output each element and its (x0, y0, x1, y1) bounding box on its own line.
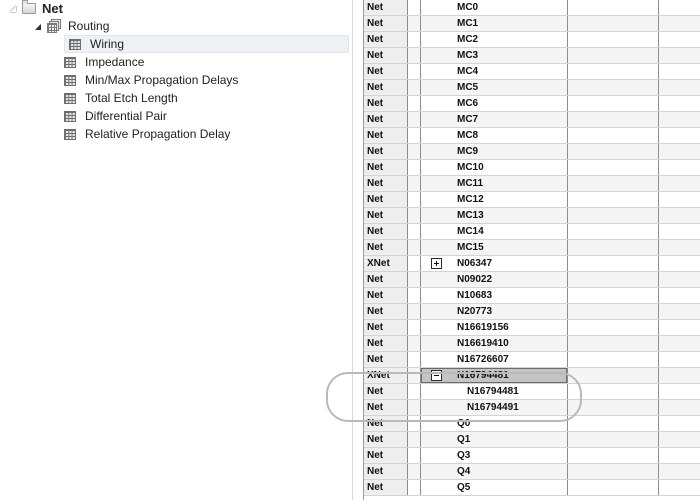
row-marker-cell[interactable] (408, 464, 421, 479)
tree-item-min-max-propagation-delays[interactable] (64, 71, 238, 89)
value-cell[interactable] (659, 144, 700, 159)
row-marker-cell[interactable] (408, 416, 421, 431)
object-type-cell: Net (364, 432, 408, 447)
net-name-text: Q4 (457, 466, 471, 477)
net-name-text: MC12 (457, 194, 484, 205)
net-name-cell[interactable] (421, 320, 568, 335)
net-name-cell[interactable] (421, 144, 568, 159)
folder-icon (22, 3, 36, 14)
value-cell[interactable] (659, 368, 700, 383)
table-row[interactable] (364, 160, 700, 176)
net-name-text: MC11 (457, 178, 484, 189)
object-type-cell: Net (364, 176, 408, 191)
row-marker-cell[interactable] (408, 320, 421, 335)
row-marker-cell[interactable] (408, 32, 421, 47)
net-name-text: N09022 (457, 274, 493, 285)
value-cell[interactable] (568, 352, 659, 367)
value-cell[interactable] (568, 16, 659, 31)
net-name-text: N16794481 (467, 386, 519, 397)
object-type-cell: Net (364, 192, 408, 207)
value-cell[interactable] (568, 240, 659, 255)
object-type-cell: Net (364, 272, 408, 287)
value-cell[interactable] (659, 384, 700, 399)
object-type-cell: Net (364, 64, 408, 79)
net-name-text: MC0 (457, 2, 479, 13)
value-cell[interactable] (659, 352, 700, 367)
net-name-cell[interactable] (421, 304, 568, 319)
row-marker-cell[interactable] (408, 384, 421, 399)
table-row[interactable] (364, 128, 700, 144)
table-row[interactable] (364, 400, 700, 416)
value-cell[interactable] (659, 48, 700, 63)
value-cell[interactable] (568, 256, 659, 271)
value-cell[interactable] (659, 256, 700, 271)
value-cell[interactable] (568, 288, 659, 303)
table-row[interactable] (364, 336, 700, 352)
net-name-text: N16619410 (457, 338, 509, 349)
value-cell[interactable] (659, 16, 700, 31)
net-name-text: N16619156 (457, 322, 509, 333)
table-row[interactable] (364, 448, 700, 464)
object-type-cell: Net (364, 416, 408, 431)
object-type-cell: Net (364, 448, 408, 463)
table-row[interactable] (364, 288, 700, 304)
expand-icon[interactable] (431, 258, 442, 269)
row-marker-cell[interactable] (408, 0, 421, 15)
object-type-cell: Net (364, 384, 408, 399)
object-type-cell: Net (364, 32, 408, 47)
table-row[interactable] (364, 192, 700, 208)
net-name-cell[interactable] (421, 288, 568, 303)
net-name-cell[interactable] (421, 272, 568, 287)
object-type-cell: Net (364, 240, 408, 255)
tree-item-label: Impedance (85, 55, 145, 69)
tree-item-label: Routing (68, 19, 110, 33)
value-cell[interactable] (568, 96, 659, 111)
net-name-cell[interactable] (421, 464, 568, 479)
value-cell[interactable] (659, 272, 700, 287)
object-type-cell: Net (364, 320, 408, 335)
grid-icon (69, 39, 81, 50)
value-cell[interactable] (659, 320, 700, 335)
grid-icon (64, 111, 76, 122)
row-marker-cell[interactable] (408, 288, 421, 303)
value-cell[interactable] (568, 176, 659, 191)
net-name-cell[interactable] (421, 176, 568, 191)
net-name-cell[interactable] (421, 112, 568, 127)
row-marker-cell[interactable] (408, 128, 421, 143)
net-name-text: N10683 (457, 290, 493, 301)
net-name-cell[interactable] (421, 80, 568, 95)
row-marker-cell[interactable] (408, 480, 421, 495)
net-name-cell[interactable] (421, 128, 568, 143)
value-cell[interactable] (568, 208, 659, 223)
value-cell[interactable] (659, 64, 700, 79)
tree-item-total-etch-length[interactable] (64, 89, 178, 107)
object-type-cell: Net (364, 304, 408, 319)
tree-item-label: Total Etch Length (85, 91, 178, 105)
net-name-cell[interactable] (421, 32, 568, 47)
value-cell[interactable] (568, 128, 659, 143)
object-type-cell: Net (364, 480, 408, 495)
table-row[interactable] (364, 32, 700, 48)
object-type-cell: Net (364, 160, 408, 175)
value-cell[interactable] (568, 448, 659, 463)
value-cell[interactable] (659, 32, 700, 47)
net-name-text: MC15 (457, 242, 484, 253)
tree-item-label: Min/Max Propagation Delays (85, 73, 239, 87)
object-type-cell: Net (364, 352, 408, 367)
net-name-text: N16794491 (467, 402, 519, 413)
object-type-cell: Net (364, 208, 408, 223)
value-cell[interactable] (659, 176, 700, 191)
value-cell[interactable] (659, 464, 700, 479)
object-type-cell: Net (364, 96, 408, 111)
net-name-cell[interactable] (421, 224, 568, 239)
table-row[interactable] (364, 80, 700, 96)
row-marker-cell[interactable] (408, 256, 421, 271)
tree-item-label: Wiring (90, 37, 125, 51)
net-name-cell[interactable] (421, 256, 568, 271)
object-type-cell: XNet (364, 368, 408, 383)
tree-item-label: Relative Propagation Delay (85, 127, 231, 141)
table-row[interactable] (364, 112, 700, 128)
table-row[interactable] (364, 256, 700, 272)
value-cell[interactable] (568, 0, 659, 15)
net-name-text: Q1 (457, 434, 471, 445)
object-type-cell: Net (364, 16, 408, 31)
table-row[interactable] (364, 240, 700, 256)
value-cell[interactable] (568, 416, 659, 431)
table-row[interactable] (364, 0, 700, 16)
value-cell[interactable] (659, 224, 700, 239)
row-marker-cell[interactable] (408, 16, 421, 31)
row-marker-cell[interactable] (408, 448, 421, 463)
object-type-cell: Net (364, 144, 408, 159)
row-marker-cell[interactable] (408, 192, 421, 207)
value-cell[interactable] (568, 64, 659, 79)
value-cell[interactable] (659, 240, 700, 255)
object-type-cell: XNet (364, 256, 408, 271)
row-marker-cell[interactable] (408, 224, 421, 239)
net-name-text: N16794481 (457, 370, 509, 381)
net-name-cell[interactable] (421, 208, 568, 223)
table-row[interactable] (364, 320, 700, 336)
net-name-cell[interactable] (421, 336, 568, 351)
net-name-cell[interactable] (421, 16, 568, 31)
value-cell[interactable] (568, 224, 659, 239)
value-cell[interactable] (568, 368, 659, 383)
net-name-text: MC9 (457, 146, 479, 157)
object-type-cell: Net (364, 336, 408, 351)
net-name-cell[interactable] (421, 64, 568, 79)
table-row[interactable] (364, 416, 700, 432)
table-row[interactable] (364, 144, 700, 160)
value-cell[interactable] (568, 144, 659, 159)
value-cell[interactable] (568, 384, 659, 399)
tree-item-routing[interactable] (33, 17, 109, 35)
net-name-text: MC6 (457, 98, 479, 109)
table-row[interactable] (364, 384, 700, 400)
table-row[interactable] (364, 208, 700, 224)
row-marker-cell[interactable] (408, 240, 421, 255)
object-type-cell: Net (364, 112, 408, 127)
row-marker-cell[interactable] (408, 272, 421, 287)
row-marker-cell[interactable] (408, 160, 421, 175)
tree-item-label: Net (42, 0, 63, 16)
grid-icon (64, 75, 76, 86)
value-cell[interactable] (568, 480, 659, 495)
value-cell[interactable] (659, 432, 700, 447)
value-cell[interactable] (659, 336, 700, 351)
table-row[interactable] (364, 48, 700, 64)
value-cell[interactable] (568, 80, 659, 95)
table-row[interactable] (364, 96, 700, 112)
object-type-cell: Net (364, 288, 408, 303)
table-row[interactable] (364, 480, 700, 496)
net-name-cell[interactable] (421, 352, 568, 367)
row-marker-cell[interactable] (408, 176, 421, 191)
net-name-text: MC8 (457, 130, 479, 141)
stack-icon (47, 19, 62, 33)
table-row[interactable] (364, 272, 700, 288)
object-type-cell: Net (364, 464, 408, 479)
net-name-cell[interactable] (421, 368, 568, 383)
net-name-cell[interactable] (421, 400, 568, 415)
object-type-cell: Net (364, 48, 408, 63)
value-cell[interactable] (659, 480, 700, 495)
net-name-text: MC2 (457, 34, 479, 45)
row-marker-cell[interactable] (408, 432, 421, 447)
net-name-text: N06347 (457, 258, 493, 269)
table-row[interactable] (364, 352, 700, 368)
net-name-text: N20773 (457, 306, 493, 317)
collapse-icon[interactable] (431, 370, 442, 381)
value-cell[interactable] (659, 80, 700, 95)
value-cell[interactable] (659, 416, 700, 431)
table-row[interactable] (364, 432, 700, 448)
table-row[interactable] (364, 464, 700, 480)
value-cell[interactable] (568, 336, 659, 351)
value-cell[interactable] (659, 400, 700, 415)
tree-expander-icon[interactable]: ◢ (9, 3, 17, 13)
tree-item-differential-pair[interactable] (64, 107, 167, 125)
value-cell[interactable] (659, 192, 700, 207)
net-name-cell[interactable] (421, 192, 568, 207)
table-row[interactable] (364, 224, 700, 240)
net-name-cell[interactable] (421, 48, 568, 63)
net-name-text: MC13 (457, 210, 484, 221)
net-name-cell[interactable] (421, 240, 568, 255)
table-row[interactable] (364, 64, 700, 80)
row-marker-cell[interactable] (408, 304, 421, 319)
net-name-text: MC5 (457, 82, 479, 93)
net-name-cell[interactable] (421, 384, 568, 399)
table-row[interactable] (364, 368, 700, 384)
net-name-text: Q0 (457, 418, 471, 429)
row-marker-cell[interactable] (408, 112, 421, 127)
tree-item-label: Differential Pair (85, 109, 167, 123)
grid-icon (64, 57, 76, 68)
value-cell[interactable] (659, 304, 700, 319)
row-marker-cell[interactable] (408, 352, 421, 367)
value-cell[interactable] (659, 208, 700, 223)
value-cell[interactable] (568, 464, 659, 479)
value-cell[interactable] (659, 128, 700, 143)
net-name-text: MC4 (457, 66, 479, 77)
row-marker-cell[interactable] (408, 48, 421, 63)
row-marker-cell[interactable] (408, 336, 421, 351)
table-row[interactable] (364, 16, 700, 32)
value-cell[interactable] (568, 112, 659, 127)
row-marker-cell[interactable] (408, 208, 421, 223)
net-name-text: MC3 (457, 50, 479, 61)
tree-expander-icon[interactable]: ◢ (34, 21, 42, 31)
net-name-cell[interactable] (421, 432, 568, 447)
value-cell[interactable] (568, 32, 659, 47)
value-cell[interactable] (568, 192, 659, 207)
grid-icon (64, 129, 76, 140)
value-cell[interactable] (659, 0, 700, 15)
tree-item-impedance[interactable] (64, 53, 144, 71)
row-marker-cell[interactable] (408, 368, 421, 383)
object-type-cell: Net (364, 400, 408, 415)
value-cell[interactable] (659, 112, 700, 127)
value-cell[interactable] (568, 400, 659, 415)
net-name-text: MC10 (457, 162, 484, 173)
value-cell[interactable] (568, 304, 659, 319)
row-marker-cell[interactable] (408, 400, 421, 415)
net-name-text: Q5 (457, 482, 471, 493)
net-name-text: N16726607 (457, 354, 509, 365)
value-cell[interactable] (659, 160, 700, 175)
value-cell[interactable] (659, 288, 700, 303)
net-name-text: MC7 (457, 114, 479, 125)
row-marker-cell[interactable] (408, 80, 421, 95)
value-cell[interactable] (568, 160, 659, 175)
net-name-cell[interactable] (421, 416, 568, 431)
row-marker-cell[interactable] (408, 144, 421, 159)
net-name-text: MC1 (457, 18, 479, 29)
object-type-cell: Net (364, 128, 408, 143)
value-cell[interactable] (568, 432, 659, 447)
tree-item-net[interactable] (8, 0, 63, 17)
net-name-cell[interactable] (421, 96, 568, 111)
net-name-cell[interactable] (421, 480, 568, 495)
row-marker-cell[interactable] (408, 96, 421, 111)
table-row[interactable] (364, 176, 700, 192)
row-marker-cell[interactable] (408, 64, 421, 79)
net-name-text: Q3 (457, 450, 471, 461)
net-name-cell[interactable] (421, 160, 568, 175)
value-cell[interactable] (568, 48, 659, 63)
pane-splitter[interactable] (352, 0, 364, 500)
worksheet-grid (364, 0, 700, 500)
tree-item-wiring[interactable] (64, 35, 349, 53)
net-name-text: MC14 (457, 226, 484, 237)
table-row[interactable] (364, 304, 700, 320)
value-cell[interactable] (568, 320, 659, 335)
net-name-cell[interactable] (421, 448, 568, 463)
value-cell[interactable] (659, 96, 700, 111)
tree-item-relative-propagation-delay[interactable] (64, 125, 230, 143)
net-name-cell[interactable] (421, 0, 568, 15)
object-type-cell: Net (364, 0, 408, 15)
value-cell[interactable] (568, 272, 659, 287)
grid-icon (64, 93, 76, 104)
value-cell[interactable] (659, 448, 700, 463)
object-type-cell: Net (364, 224, 408, 239)
object-type-cell: Net (364, 80, 408, 95)
